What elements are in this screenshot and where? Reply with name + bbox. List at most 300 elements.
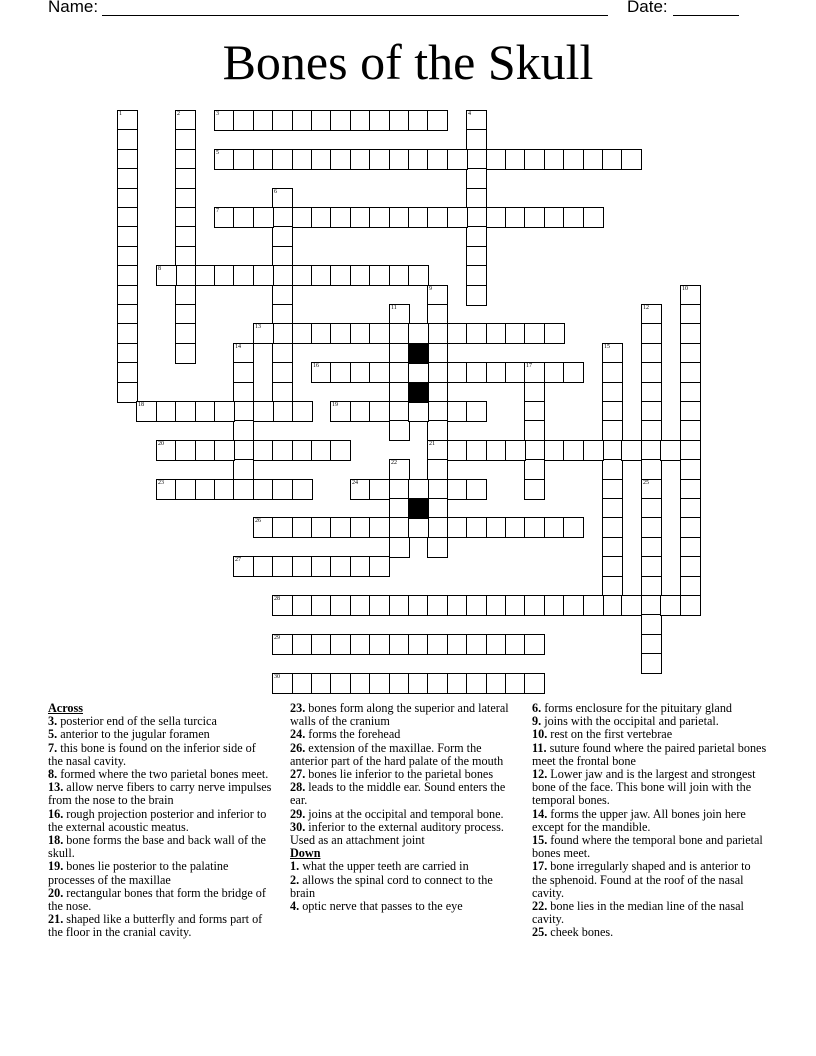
grid-cell[interactable] (330, 110, 351, 131)
grid-cell[interactable] (253, 440, 274, 461)
grid-cell[interactable] (544, 362, 565, 383)
grid-cell[interactable] (641, 634, 662, 655)
grid-cell[interactable] (292, 110, 313, 131)
grid-cell[interactable] (602, 517, 623, 538)
grid-cell[interactable] (466, 207, 487, 228)
grid-cell[interactable] (563, 149, 584, 170)
grid-cell[interactable] (524, 420, 545, 441)
grid-cell[interactable] (602, 401, 623, 422)
grid-cell[interactable] (408, 110, 429, 131)
grid-cell[interactable] (524, 149, 545, 170)
grid-cell[interactable] (389, 498, 410, 519)
grid-cell[interactable] (408, 265, 429, 286)
grid-cell[interactable] (680, 459, 701, 480)
grid-cell[interactable] (427, 673, 448, 694)
grid-cell[interactable] (602, 537, 623, 558)
grid-cell[interactable] (505, 595, 526, 616)
grid-cell[interactable] (641, 440, 662, 461)
grid-cell[interactable] (524, 479, 545, 500)
grid-cell[interactable] (369, 207, 390, 228)
grid-cell[interactable] (389, 673, 410, 694)
grid-cell[interactable] (330, 323, 351, 344)
grid-cell[interactable] (466, 149, 487, 170)
grid-cell[interactable] (233, 110, 254, 131)
grid-cell[interactable] (486, 207, 507, 228)
grid-cell[interactable] (427, 382, 448, 403)
grid-cell[interactable] (117, 343, 138, 364)
grid-cell[interactable] (272, 382, 293, 403)
grid-cell[interactable] (389, 382, 410, 403)
grid-cell[interactable] (641, 595, 662, 616)
grid-cell[interactable] (175, 110, 196, 131)
grid-cell[interactable] (311, 517, 332, 538)
grid-cell[interactable] (350, 595, 371, 616)
grid-cell[interactable] (408, 362, 429, 383)
grid-cell[interactable] (427, 304, 448, 325)
grid-cell[interactable] (311, 110, 332, 131)
grid-cell[interactable] (175, 479, 196, 500)
grid-cell[interactable] (253, 149, 274, 170)
grid-cell[interactable] (524, 459, 545, 480)
grid-cell[interactable] (389, 149, 410, 170)
grid-cell[interactable] (214, 401, 235, 422)
grid-cell[interactable] (292, 323, 313, 344)
grid-cell[interactable] (350, 556, 371, 577)
grid-cell[interactable] (214, 479, 235, 500)
grid-cell[interactable] (544, 595, 565, 616)
grid-cell[interactable] (350, 323, 371, 344)
grid-cell[interactable] (233, 265, 254, 286)
grid-cell[interactable] (233, 343, 254, 364)
grid-cell[interactable] (233, 420, 254, 441)
grid-cell[interactable] (427, 479, 448, 500)
grid-cell[interactable] (350, 517, 371, 538)
grid-cell[interactable] (427, 459, 448, 480)
grid-cell[interactable] (350, 673, 371, 694)
grid-cell[interactable] (602, 343, 623, 364)
grid-cell[interactable] (272, 304, 293, 325)
grid-cell[interactable] (524, 362, 545, 383)
grid-cell[interactable] (330, 149, 351, 170)
grid-cell[interactable] (272, 226, 293, 247)
grid-cell[interactable] (447, 362, 468, 383)
grid-cell[interactable] (447, 673, 468, 694)
grid-cell[interactable] (292, 265, 313, 286)
grid-cell[interactable] (117, 226, 138, 247)
grid-cell[interactable] (272, 673, 293, 694)
grid-cell[interactable] (641, 653, 662, 674)
grid-cell[interactable] (641, 382, 662, 403)
grid-cell[interactable] (427, 595, 448, 616)
grid-cell[interactable] (524, 323, 545, 344)
grid-cell[interactable] (680, 440, 701, 461)
grid-cell[interactable] (272, 285, 293, 306)
grid-cell[interactable] (253, 110, 274, 131)
grid-cell[interactable] (427, 323, 448, 344)
grid-cell[interactable] (544, 207, 565, 228)
grid-cell[interactable] (369, 556, 390, 577)
grid-cell[interactable] (680, 343, 701, 364)
grid-cell[interactable] (505, 634, 526, 655)
grid-cell[interactable] (117, 149, 138, 170)
grid-cell[interactable] (505, 149, 526, 170)
grid-cell[interactable] (311, 634, 332, 655)
grid-cell[interactable] (408, 634, 429, 655)
grid-cell[interactable] (583, 595, 604, 616)
grid-cell[interactable] (524, 207, 545, 228)
grid-cell[interactable] (641, 459, 662, 480)
grid-cell[interactable] (350, 149, 371, 170)
grid-cell[interactable] (389, 207, 410, 228)
grid-cell[interactable] (427, 537, 448, 558)
grid-cell[interactable] (214, 265, 235, 286)
grid-cell[interactable] (486, 323, 507, 344)
grid-cell[interactable] (680, 420, 701, 441)
grid-cell[interactable] (466, 634, 487, 655)
grid-cell[interactable] (389, 323, 410, 344)
grid-cell[interactable] (544, 323, 565, 344)
grid-cell[interactable] (680, 498, 701, 519)
grid-cell[interactable] (680, 517, 701, 538)
grid-cell[interactable] (486, 634, 507, 655)
grid-cell[interactable] (389, 265, 410, 286)
grid-cell[interactable] (524, 673, 545, 694)
grid-cell[interactable] (408, 207, 429, 228)
grid-cell[interactable] (292, 517, 313, 538)
grid-cell[interactable] (272, 634, 293, 655)
grid-cell[interactable] (583, 207, 604, 228)
grid-cell[interactable] (621, 440, 642, 461)
grid-cell[interactable] (389, 420, 410, 441)
grid-cell[interactable] (447, 207, 468, 228)
grid-cell[interactable] (272, 246, 293, 267)
grid-cell[interactable] (175, 323, 196, 344)
grid-cell[interactable] (389, 401, 410, 422)
grid-cell[interactable] (311, 595, 332, 616)
grid-cell[interactable] (311, 323, 332, 344)
grid-cell[interactable] (680, 362, 701, 383)
grid-cell[interactable] (408, 149, 429, 170)
grid-cell[interactable] (117, 188, 138, 209)
grid-cell[interactable] (641, 362, 662, 383)
grid-cell[interactable] (427, 110, 448, 131)
grid-cell[interactable] (369, 110, 390, 131)
grid-cell[interactable] (369, 149, 390, 170)
grid-cell[interactable] (253, 401, 274, 422)
grid-cell[interactable] (524, 401, 545, 422)
grid-cell[interactable] (427, 440, 448, 461)
grid-cell[interactable] (427, 207, 448, 228)
grid-cell[interactable] (466, 401, 487, 422)
grid-cell[interactable] (486, 362, 507, 383)
grid-cell[interactable] (427, 517, 448, 538)
grid-cell[interactable] (427, 343, 448, 364)
grid-cell[interactable] (369, 595, 390, 616)
grid-cell[interactable] (466, 440, 487, 461)
grid-cell[interactable] (330, 440, 351, 461)
grid-cell[interactable] (641, 323, 662, 344)
grid-cell[interactable] (311, 207, 332, 228)
grid-cell[interactable] (602, 595, 623, 616)
grid-cell[interactable] (175, 246, 196, 267)
grid-cell[interactable] (369, 362, 390, 383)
grid-cell[interactable] (466, 362, 487, 383)
grid-cell[interactable] (447, 401, 468, 422)
grid-cell[interactable] (292, 556, 313, 577)
grid-cell[interactable] (602, 382, 623, 403)
grid-cell[interactable] (447, 595, 468, 616)
grid-cell[interactable] (602, 420, 623, 441)
grid-cell[interactable] (466, 265, 487, 286)
grid-cell[interactable] (175, 401, 196, 422)
grid-cell[interactable] (466, 323, 487, 344)
grid-cell[interactable] (505, 362, 526, 383)
grid-cell[interactable] (466, 188, 487, 209)
grid-cell[interactable] (466, 479, 487, 500)
grid-cell[interactable] (486, 517, 507, 538)
grid-cell[interactable] (660, 595, 681, 616)
grid-cell[interactable] (427, 401, 448, 422)
grid-cell[interactable] (680, 323, 701, 344)
grid-cell[interactable] (117, 207, 138, 228)
grid-cell[interactable] (272, 517, 293, 538)
grid-cell[interactable] (680, 304, 701, 325)
grid-cell[interactable] (253, 207, 274, 228)
grid-cell[interactable] (641, 614, 662, 635)
grid-cell[interactable] (253, 556, 274, 577)
grid-cell[interactable] (214, 149, 235, 170)
grid-cell[interactable] (621, 595, 642, 616)
grid-cell[interactable] (641, 498, 662, 519)
grid-cell[interactable] (389, 459, 410, 480)
grid-cell[interactable] (466, 595, 487, 616)
grid-cell[interactable] (389, 343, 410, 364)
grid-cell[interactable] (175, 226, 196, 247)
grid-cell[interactable] (117, 265, 138, 286)
grid-cell[interactable] (466, 226, 487, 247)
grid-cell[interactable] (175, 304, 196, 325)
grid-cell[interactable] (311, 556, 332, 577)
grid-cell[interactable] (330, 401, 351, 422)
grid-cell[interactable] (602, 556, 623, 577)
grid-cell[interactable] (602, 576, 623, 597)
grid-cell[interactable] (544, 440, 565, 461)
grid-cell[interactable] (524, 382, 545, 403)
grid-cell[interactable] (311, 149, 332, 170)
grid-cell[interactable] (253, 517, 274, 538)
grid-cell[interactable] (311, 362, 332, 383)
grid-cell[interactable] (408, 401, 429, 422)
grid-cell[interactable] (272, 323, 293, 344)
grid-cell[interactable] (195, 265, 216, 286)
grid-cell[interactable] (680, 537, 701, 558)
grid-cell[interactable] (680, 556, 701, 577)
grid-cell[interactable] (350, 634, 371, 655)
grid-cell[interactable] (524, 634, 545, 655)
grid-cell[interactable] (233, 362, 254, 383)
grid-cell[interactable] (272, 343, 293, 364)
grid-cell[interactable] (641, 517, 662, 538)
grid-cell[interactable] (427, 420, 448, 441)
grid-cell[interactable] (156, 479, 177, 500)
grid-cell[interactable] (350, 362, 371, 383)
grid-cell[interactable] (214, 440, 235, 461)
grid-cell[interactable] (272, 556, 293, 577)
grid-cell[interactable] (524, 440, 545, 461)
grid-cell[interactable] (602, 440, 623, 461)
grid-cell[interactable] (466, 517, 487, 538)
grid-cell[interactable] (563, 517, 584, 538)
grid-cell[interactable] (330, 265, 351, 286)
grid-cell[interactable] (680, 401, 701, 422)
grid-cell[interactable] (272, 265, 293, 286)
grid-cell[interactable] (233, 401, 254, 422)
grid-cell[interactable] (602, 479, 623, 500)
grid-cell[interactable] (272, 110, 293, 131)
grid-cell[interactable] (253, 265, 274, 286)
grid-cell[interactable] (272, 440, 293, 461)
grid-cell[interactable] (389, 537, 410, 558)
grid-cell[interactable] (563, 207, 584, 228)
grid-cell[interactable] (233, 459, 254, 480)
grid-cell[interactable] (233, 440, 254, 461)
grid-cell[interactable] (175, 149, 196, 170)
grid-cell[interactable] (330, 517, 351, 538)
grid-cell[interactable] (330, 207, 351, 228)
grid-cell[interactable] (408, 595, 429, 616)
grid-cell[interactable] (117, 323, 138, 344)
grid-cell[interactable] (466, 246, 487, 267)
grid-cell[interactable] (272, 362, 293, 383)
grid-cell[interactable] (272, 595, 293, 616)
grid-cell[interactable] (389, 362, 410, 383)
grid-cell[interactable] (641, 479, 662, 500)
grid-cell[interactable] (583, 149, 604, 170)
grid-cell[interactable] (447, 323, 468, 344)
grid-cell[interactable] (136, 401, 157, 422)
grid-cell[interactable] (641, 556, 662, 577)
grid-cell[interactable] (369, 401, 390, 422)
grid-cell[interactable] (680, 479, 701, 500)
grid-cell[interactable] (330, 362, 351, 383)
grid-cell[interactable] (641, 576, 662, 597)
grid-cell[interactable] (350, 207, 371, 228)
grid-cell[interactable] (641, 304, 662, 325)
grid-cell[interactable] (427, 149, 448, 170)
grid-cell[interactable] (330, 673, 351, 694)
grid-cell[interactable] (505, 673, 526, 694)
grid-cell[interactable] (117, 110, 138, 131)
grid-cell[interactable] (486, 673, 507, 694)
grid-cell[interactable] (233, 207, 254, 228)
grid-cell[interactable] (486, 440, 507, 461)
grid-cell[interactable] (233, 382, 254, 403)
grid-cell[interactable] (117, 285, 138, 306)
grid-cell[interactable] (641, 343, 662, 364)
grid-cell[interactable] (466, 673, 487, 694)
grid-cell[interactable] (583, 440, 604, 461)
grid-cell[interactable] (680, 576, 701, 597)
grid-cell[interactable] (292, 634, 313, 655)
grid-cell[interactable] (214, 110, 235, 131)
grid-cell[interactable] (175, 343, 196, 364)
grid-cell[interactable] (389, 517, 410, 538)
grid-cell[interactable] (117, 362, 138, 383)
grid-cell[interactable] (233, 556, 254, 577)
grid-cell[interactable] (369, 673, 390, 694)
grid-cell[interactable] (466, 110, 487, 131)
grid-cell[interactable] (486, 595, 507, 616)
grid-cell[interactable] (292, 207, 313, 228)
grid-cell[interactable] (680, 382, 701, 403)
grid-cell[interactable] (408, 479, 429, 500)
grid-cell[interactable] (680, 285, 701, 306)
grid-cell[interactable] (350, 401, 371, 422)
grid-cell[interactable] (602, 498, 623, 519)
grid-cell[interactable] (117, 129, 138, 150)
grid-cell[interactable] (621, 149, 642, 170)
grid-cell[interactable] (292, 673, 313, 694)
grid-cell[interactable] (408, 673, 429, 694)
grid-cell[interactable] (427, 362, 448, 383)
grid-cell[interactable] (524, 517, 545, 538)
grid-cell[interactable] (389, 634, 410, 655)
grid-cell[interactable] (175, 207, 196, 228)
grid-cell[interactable] (602, 149, 623, 170)
grid-cell[interactable] (292, 440, 313, 461)
grid-cell[interactable] (408, 517, 429, 538)
grid-cell[interactable] (466, 168, 487, 189)
grid-cell[interactable] (447, 479, 468, 500)
grid-cell[interactable] (272, 149, 293, 170)
grid-cell[interactable] (214, 207, 235, 228)
grid-cell[interactable] (602, 459, 623, 480)
grid-cell[interactable] (272, 188, 293, 209)
grid-cell[interactable] (680, 595, 701, 616)
grid-cell[interactable] (253, 323, 274, 344)
grid-cell[interactable] (544, 517, 565, 538)
grid-cell[interactable] (602, 362, 623, 383)
grid-cell[interactable] (641, 420, 662, 441)
grid-cell[interactable] (427, 498, 448, 519)
grid-cell[interactable] (524, 595, 545, 616)
grid-cell[interactable] (311, 440, 332, 461)
grid-cell[interactable] (330, 595, 351, 616)
grid-cell[interactable] (427, 285, 448, 306)
grid-cell[interactable] (253, 479, 274, 500)
grid-cell[interactable] (311, 673, 332, 694)
grid-cell[interactable] (350, 265, 371, 286)
grid-cell[interactable] (292, 401, 313, 422)
grid-cell[interactable] (369, 517, 390, 538)
grid-cell[interactable] (175, 129, 196, 150)
grid-cell[interactable] (195, 479, 216, 500)
grid-cell[interactable] (117, 304, 138, 325)
grid-cell[interactable] (505, 323, 526, 344)
grid-cell[interactable] (563, 440, 584, 461)
grid-cell[interactable] (233, 149, 254, 170)
grid-cell[interactable] (350, 110, 371, 131)
grid-cell[interactable] (486, 149, 507, 170)
grid-cell[interactable] (156, 265, 177, 286)
grid-cell[interactable] (175, 440, 196, 461)
grid-cell[interactable] (447, 440, 468, 461)
grid-cell[interactable] (195, 440, 216, 461)
grid-cell[interactable] (505, 207, 526, 228)
grid-cell[interactable] (272, 401, 293, 422)
grid-cell[interactable] (117, 168, 138, 189)
grid-cell[interactable] (660, 440, 681, 461)
